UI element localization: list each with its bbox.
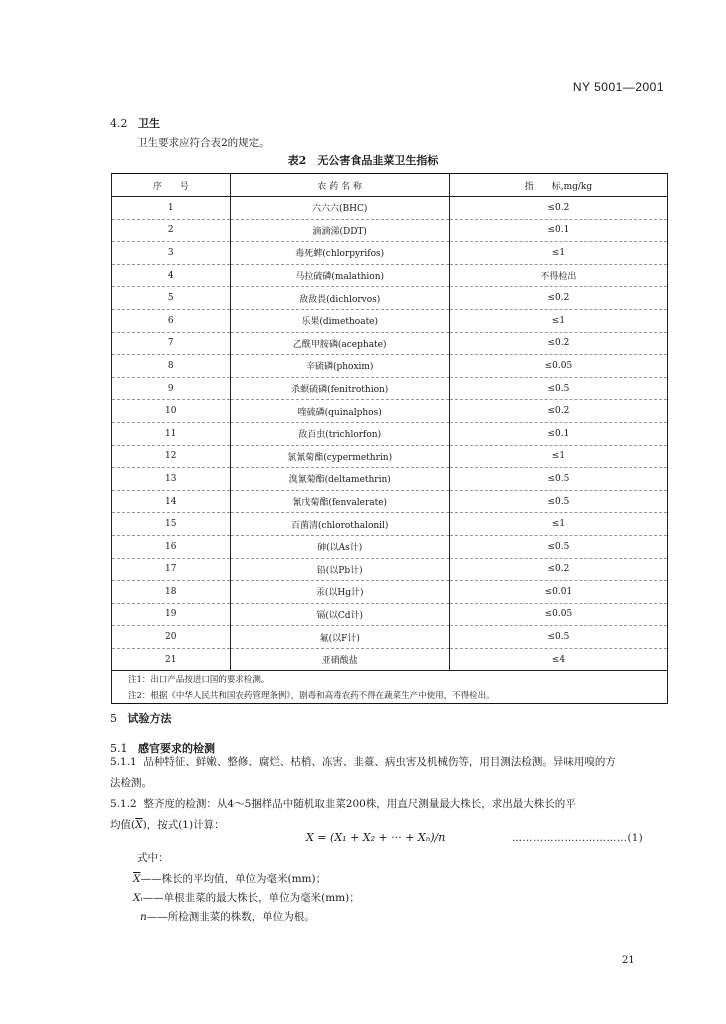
table-note: 注2：根据《中华人民共和国农药管理条例》，剧毒和高毒农药不得在蔬菜生产中使用，不得检出。 (112, 687, 668, 704)
definition-mean (133, 869, 326, 890)
table-row (112, 242, 668, 265)
cell-limit: ≤0.2 (449, 287, 667, 310)
definition-text: ——所检测韭菜的株数，单位为根。 (146, 911, 315, 923)
cell-limit: ≤0.2 (449, 558, 667, 581)
page-number: 21 (622, 955, 635, 966)
cell-seq: 4 (112, 264, 231, 287)
cell-pesticide: 敌百虫(trichlorfon) (230, 422, 449, 445)
cell-pesticide: 氟(以F计) (230, 626, 449, 649)
cell-limit: ≤0.5 (449, 535, 667, 558)
cell-seq: 20 (112, 626, 231, 649)
cell-pesticide: 乐果(dimethoate) (230, 309, 449, 332)
cell-limit: 不得检出 (449, 264, 667, 287)
cell-limit: ≤0.5 (449, 626, 667, 649)
clause-number: 5.1.1 (110, 756, 137, 768)
cell-pesticide: 毒死蜱(chlorpyrifos) (230, 242, 449, 265)
cell-seq: 11 (112, 422, 231, 445)
cell-seq: 18 (112, 581, 231, 604)
table-header-row (112, 174, 668, 197)
cell-pesticide: 辛硫磷(phoxim) (230, 355, 449, 378)
cell-pesticide: 砷(以As计) (230, 535, 449, 558)
cell-seq: 21 (112, 648, 231, 671)
cell-seq: 17 (112, 558, 231, 581)
cell-limit: ≤0.5 (449, 468, 667, 491)
table-note-row (112, 671, 668, 688)
definition-text: ——株长的平均值，单位为毫米(mm)； (140, 873, 327, 885)
cell-seq: 12 (112, 445, 231, 468)
cell-pesticide: 滴滴涕(DDT) (230, 219, 449, 242)
cell-pesticide: 镉(以Cd计) (230, 603, 449, 626)
cell-seq: 13 (112, 468, 231, 491)
clause-text-line2-suffix: )，按式(1)计算： (142, 819, 225, 831)
cell-limit: ≤0.2 (449, 197, 667, 220)
formula: X = (X₁ + X₂ + ··· + Xₙ)/n (306, 831, 446, 844)
section-number: 5.1 (110, 742, 128, 755)
section-number: 5 (110, 712, 117, 725)
cell-seq: 15 (112, 513, 231, 536)
table-row (112, 468, 668, 491)
cell-limit: ≤0.2 (449, 332, 667, 355)
definition-xi (133, 888, 360, 909)
table-row (112, 400, 668, 423)
section-5-1-1-paragraph (110, 752, 670, 794)
clause-number: 5.1.2 (110, 798, 137, 810)
cell-limit: ≤0.1 (449, 422, 667, 445)
cell-seq: 6 (112, 309, 231, 332)
cell-seq: 5 (112, 287, 231, 310)
table-row (112, 355, 668, 378)
table-row (112, 648, 668, 671)
cell-seq: 10 (112, 400, 231, 423)
clause-text-line1: 整齐度的检测：从4～5捆样品中随机取韭菜200株，用直尺测量最大株长，求出最大株长的平 (143, 798, 576, 810)
cell-limit: ≤0.05 (449, 603, 667, 626)
table-row (112, 264, 668, 287)
cell-pesticide: 铅(以Pb计) (230, 558, 449, 581)
definition-symbol: $\overline{X}$ (133, 873, 141, 885)
where-label: 式中： (137, 852, 169, 864)
table-caption: 表2 无公害食品韭菜卫生指标 (287, 154, 439, 167)
table-row (112, 287, 668, 310)
mean-symbol: $\overline{X}$ (135, 819, 143, 831)
cell-pesticide: 溴氰菊酯(deltamethrin) (230, 468, 449, 491)
cell-limit: ≤1 (449, 309, 667, 332)
definition-symbol: n (140, 911, 147, 923)
section-number: 4.2 (110, 117, 128, 130)
clause-text-line2: 法检测。 (110, 777, 152, 789)
section-title: 卫生 (138, 117, 160, 130)
table-row (112, 490, 668, 513)
cell-seq: 9 (112, 377, 231, 400)
section-5-1-2-paragraph (110, 794, 670, 836)
column-header-limit: 指 标,mg/kg (449, 174, 667, 197)
cell-seq: 8 (112, 355, 231, 378)
cell-pesticide: 百菌清(chlorothalonil) (230, 513, 449, 536)
section-5-heading (110, 710, 172, 726)
table-note-row (112, 687, 668, 704)
definition-text: ——单根韭菜的最大株长，单位为毫米(mm)； (142, 892, 360, 904)
table-note: 注1：出口产品按进口国的要求检测。 (112, 671, 668, 688)
cell-pesticide: 六六六(BHC) (230, 197, 449, 220)
table-row (112, 219, 668, 242)
table-row (112, 513, 668, 536)
standard-number: NY 5001—2001 (572, 80, 664, 94)
clause-text-line1: 品种特征、鲜嫩、整修、腐烂、枯梢、冻害、韭薹、病虫害及机械伤等，用目测法检测。异味用嗅的方 (143, 756, 616, 768)
cell-pesticide: 亚硝酸盐 (230, 648, 449, 671)
cell-pesticide: 乙酰甲胺磷(acephate) (230, 332, 449, 355)
cell-seq: 3 (112, 242, 231, 265)
cell-pesticide: 杀螟硫磷(fenitrothion) (230, 377, 449, 400)
cell-limit: ≤0.1 (449, 219, 667, 242)
cell-pesticide: 氰戊菊酯(fenvalerate) (230, 490, 449, 513)
cell-limit: ≤1 (449, 242, 667, 265)
cell-limit: ≤4 (449, 648, 667, 671)
cell-limit: ≤0.5 (449, 490, 667, 513)
cell-limit: ≤0.05 (449, 355, 667, 378)
definition-n (140, 907, 315, 928)
table-row (112, 581, 668, 604)
cell-pesticide: 敌敌畏(dichlorvos) (230, 287, 449, 310)
clause-text-line2-prefix: 均值( (110, 819, 136, 831)
section-4-2-heading (110, 115, 160, 131)
table-row (112, 309, 668, 332)
cell-limit: ≤0.2 (449, 400, 667, 423)
table-row (112, 422, 668, 445)
cell-limit: ≤0.5 (449, 377, 667, 400)
cell-seq: 7 (112, 332, 231, 355)
cell-limit: ≤0.01 (449, 581, 667, 604)
cell-pesticide: 马拉硫磷(malathion) (230, 264, 449, 287)
cell-seq: 2 (112, 219, 231, 242)
cell-pesticide: 氯氰菊酯(cypermethrin) (230, 445, 449, 468)
cell-seq: 19 (112, 603, 231, 626)
table-row (112, 626, 668, 649)
equation-number: ……………………………(1) (512, 833, 644, 844)
cell-seq: 16 (112, 535, 231, 558)
table-row (112, 332, 668, 355)
cell-limit: ≤1 (449, 513, 667, 536)
table-row (112, 558, 668, 581)
definition-symbol: Xᵢ (133, 892, 143, 904)
table-row (112, 377, 668, 400)
table-row (112, 603, 668, 626)
table-row (112, 535, 668, 558)
section-title: 感官要求的检测 (138, 742, 215, 755)
hygiene-index-table (111, 173, 668, 704)
section-title: 试验方法 (127, 712, 172, 725)
table-row (112, 445, 668, 468)
section-4-2-intro: 卫生要求应符合表2的规定。 (137, 137, 270, 149)
cell-pesticide: 汞(以Hg计) (230, 581, 449, 604)
cell-pesticide: 喹硫磷(quinalphos) (230, 400, 449, 423)
cell-seq: 1 (112, 197, 231, 220)
column-header-pesticide: 农 药 名 称 (230, 174, 449, 197)
table-row (112, 197, 668, 220)
cell-seq: 14 (112, 490, 231, 513)
cell-limit: ≤1 (449, 445, 667, 468)
column-header-seq: 序 号 (112, 174, 231, 197)
